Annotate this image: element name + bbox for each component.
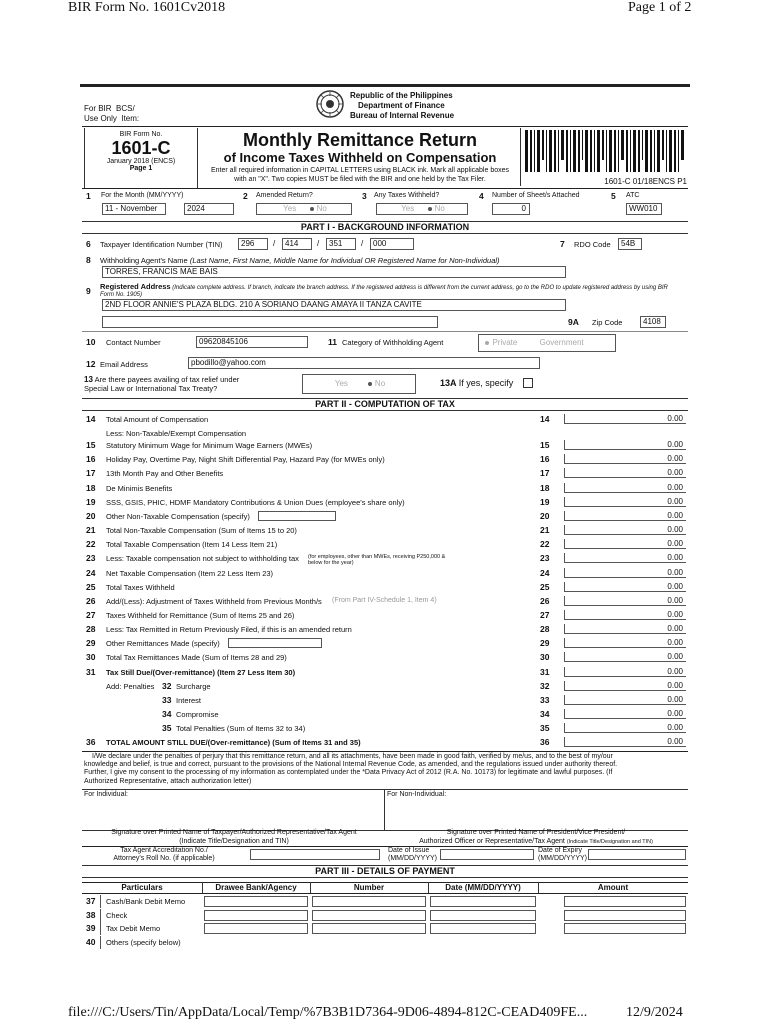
address-field-2[interactable]: [102, 316, 438, 328]
item-note: (From Part IV-Schedule 1, Item 4): [332, 596, 437, 604]
tin-part-4[interactable]: 000: [370, 238, 414, 250]
payment-field[interactable]: [430, 923, 536, 934]
item-label: 13th Month Pay and Other Benefits: [106, 469, 224, 479]
payment-field[interactable]: [204, 923, 308, 934]
item-number-right: 26: [540, 595, 550, 606]
barcode: 1601-C 01/18ENCS P1: [520, 128, 689, 186]
item-label: Net Taxable Compensation (Item 22 Less Item 23): [106, 568, 274, 578]
item-label: Total Taxable Compensation (Item 14 Less Item 21): [106, 540, 278, 550]
amount-field[interactable]: 0.00: [564, 497, 686, 507]
item-label: Less: Taxable compensation not subject to withholding tax: [106, 554, 299, 564]
atc-field[interactable]: WW010: [626, 203, 662, 215]
item-number-right: 18: [540, 482, 550, 493]
item-number-right: 35: [540, 723, 550, 734]
item-number-right: 27: [540, 609, 550, 620]
payment-field[interactable]: [312, 923, 426, 934]
item-number: 17: [86, 468, 96, 479]
other-remittance-specify[interactable]: [228, 638, 322, 648]
zip-field[interactable]: 4108: [640, 316, 666, 328]
accreditation-field[interactable]: [250, 849, 380, 860]
part2-title: PART II - COMPUTATION OF TAX: [82, 398, 688, 411]
item-number-right: 36: [540, 737, 550, 748]
address-field[interactable]: 2ND FLOOR ANNIE'S PLAZA BLDG. 210 A SORIANO DAANG AMAYA II TANZA CAVITE: [102, 299, 566, 311]
item-number-right: 25: [540, 581, 550, 592]
item-number: 32: [162, 680, 172, 691]
item-label: Total Taxes Withheld: [106, 582, 175, 592]
payment-item-number: 39: [86, 923, 96, 933]
month-field[interactable]: 11 - November: [102, 203, 166, 215]
item-label: Total Penalties (Sum of Items 32 to 34): [176, 724, 306, 734]
date-issue-label: Date of Issue (MM/DD/YYYY): [388, 847, 437, 862]
item-number-right: 30: [540, 652, 550, 663]
item-number-right: 14: [540, 414, 550, 424]
item-number-right: 24: [540, 567, 550, 578]
amount-field[interactable]: 0.00: [564, 440, 686, 450]
agency-name: Republic of the Philippines Department of Finance Bureau of Internal Revenue: [350, 91, 455, 120]
payment-field[interactable]: [204, 910, 308, 921]
item-number-right: 21: [540, 525, 550, 536]
item-number: 36: [86, 737, 96, 748]
amount-field[interactable]: 0.00: [564, 681, 686, 691]
amount-field[interactable]: 0.00: [564, 723, 686, 733]
specify-checkbox[interactable]: [523, 378, 533, 388]
payment-label: Tax Debit Memo: [106, 924, 161, 933]
amended-radio-group[interactable]: Yes No: [256, 203, 352, 215]
bir-use-only: For BIR BCS/ Use Only Item:: [84, 104, 140, 123]
bir-seal-icon: [316, 90, 344, 118]
item-number-right: 16: [540, 454, 550, 465]
item-number: 21: [86, 525, 96, 536]
less-label: Less: Non-Taxable/Exempt Compensation: [106, 429, 247, 439]
item3-label: Any Taxes Withheld?: [374, 192, 440, 199]
item-note: (for employees, other than MWEs, receiving P250,000 & below for the year): [308, 554, 446, 567]
item-number-right: 33: [540, 694, 550, 705]
item-number: 19: [86, 496, 96, 507]
payment-field[interactable]: [312, 896, 426, 907]
item-label: Other Non-Taxable Compensation (specify): [106, 511, 250, 521]
address-label: Registered Address (Indicate complete address. If branch, indicate the branch address. If the registered address is different from the current address, go to the RDO to update registered address by using BIR Form No. 1905): [100, 282, 668, 298]
item-number: 16: [86, 454, 96, 465]
payment-field[interactable]: [430, 896, 536, 907]
item-number: 25: [86, 581, 96, 592]
payment-field[interactable]: [564, 910, 686, 921]
amount-field[interactable]: 0.00: [564, 667, 686, 677]
form-subtitle: of Income Taxes Withheld on Compensation: [223, 150, 497, 165]
payment-header: Number: [353, 883, 385, 892]
amount-field[interactable]: 0.00: [564, 539, 686, 549]
item-number: 14: [86, 414, 96, 424]
item-number-right: 34: [540, 709, 550, 719]
part1-title: PART I - BACKGROUND INFORMATION: [82, 221, 688, 234]
category-radio-group[interactable]: Private Government: [478, 334, 616, 352]
payment-label: Others (specify below): [106, 937, 181, 947]
tin-label: Taxpayer Identification Number (TIN): [100, 240, 223, 249]
payment-item-number: 37: [86, 896, 96, 906]
item-label: Taxes Withheld for Remittance (Sum of Items 25 and 26): [106, 610, 295, 620]
item-label: Total Amount of Compensation: [106, 415, 209, 424]
item-label: Add/(Less): Adjustment of Taxes Withheld from Previous Month/s: [106, 596, 322, 606]
form-number: 1601-C: [111, 138, 171, 158]
item-number-right: 19: [540, 496, 550, 507]
item-label: Surcharge: [176, 681, 211, 691]
amount-field[interactable]: 0.00: [564, 610, 686, 620]
item-number-right: 20: [540, 510, 550, 521]
form-number-box: BIR Form No. 1601-C January 2018 (ENCS) Page 1: [84, 128, 198, 188]
date-issue-field[interactable]: [440, 849, 534, 860]
contact-label: Contact Number: [106, 338, 161, 347]
item-number-right: 15: [540, 440, 550, 451]
tin-part-3[interactable]: 351: [326, 238, 356, 250]
item-label: Statutory Minimum Wage for Minimum Wage Earners (MWEs): [106, 441, 313, 451]
item-number-right: 28: [540, 624, 550, 635]
item-label: Interest: [176, 695, 202, 705]
item-number: 18: [86, 482, 96, 493]
other-nontaxable-specify[interactable]: [258, 511, 336, 521]
sheets-field[interactable]: 0: [492, 203, 530, 215]
agent-name-label: Withholding Agent's Name (Last Name, First Name, Middle Name for Individual OR Registered Name for Non-Individual): [100, 256, 500, 265]
item-number: 22: [86, 539, 96, 550]
item-label: TOTAL AMOUNT STILL DUE/(Over-remittance) (Sum of Items 31 and 35): [106, 738, 361, 748]
amount-field[interactable]: 0.00: [564, 624, 686, 634]
item-number-right: 29: [540, 638, 550, 649]
amount-field[interactable]: 0.00: [564, 414, 686, 424]
year-field[interactable]: 2024: [184, 203, 234, 215]
amount-field[interactable]: 0.00: [564, 553, 686, 563]
category-label: Category of Withholding Agent: [342, 338, 444, 347]
amount-field[interactable]: 0.00: [564, 652, 686, 662]
part3-title: PART III - DETAILS OF PAYMENT: [82, 865, 688, 878]
item-number: 35: [162, 723, 172, 734]
taxes-withheld-radio-group[interactable]: Yes No: [376, 203, 468, 215]
amount-field[interactable]: 0.00: [564, 582, 686, 592]
date-expiry-field[interactable]: [588, 849, 686, 860]
accreditation-label: Tax Agent Accreditation No./ Attorney's Roll No. (if applicable): [113, 847, 215, 862]
signature-individual-caption: Signature over Printed Name of Taxpayer/Authorized Representative/Tax Agent (Indicate Title/Designation and TIN): [111, 829, 357, 845]
print-header-left: BIR Form No. 1601Cv2018: [68, 0, 226, 15]
amount-field[interactable]: 0.00: [564, 454, 686, 464]
zip-label: Zip Code: [592, 318, 623, 327]
signature-area: For Individual: For Non-Individual:: [82, 789, 688, 831]
amount-field[interactable]: 0.00: [564, 709, 686, 719]
payment-item-number: 38: [86, 909, 96, 920]
tin-part-2[interactable]: 414: [282, 238, 312, 250]
item-label: De Minimis Benefits: [106, 483, 173, 493]
item-number: 23: [86, 553, 96, 564]
item-label: Other Remittances Made (specify): [106, 639, 220, 649]
item-number: 34: [162, 709, 172, 719]
payment-field[interactable]: [430, 910, 536, 921]
item-number-right: 32: [540, 680, 550, 691]
payment-header: Amount: [597, 883, 629, 892]
amount-field[interactable]: 0.00: [564, 737, 686, 747]
relief-label: 13 Are there payees availing of tax relief under Special Law or International Tax Treaty?: [84, 375, 240, 393]
payment-label: Cash/Bank Debit Memo: [106, 897, 186, 906]
amount-field[interactable]: 0.00: [564, 695, 686, 705]
item-number: 27: [86, 609, 96, 620]
item-label: Less: Tax Remitted in Return Previously Filed, if this is an amended return: [106, 625, 352, 635]
item-label: Total Tax Remittances Made (Sum of Items 28 and 29): [106, 653, 287, 663]
item-number: 20: [86, 510, 96, 521]
item-label: Total Non-Taxable Compensation (Sum of Items 15 to 20): [106, 526, 297, 536]
item-number-right: 17: [540, 468, 550, 479]
item2-label: Amended Return?: [256, 192, 313, 199]
payment-field[interactable]: [564, 923, 686, 934]
item4-label: Number of Sheet/s Attached: [492, 192, 580, 199]
amount-field[interactable]: 0.00: [564, 638, 686, 648]
payment-field[interactable]: [564, 896, 686, 907]
email-field[interactable]: pbodillo@yahoo.com: [188, 357, 540, 369]
contact-field[interactable]: 09620845106: [196, 336, 308, 348]
form-instructions: Enter all required information in CAPITAL LETTERS using BLACK ink. Mark all applicable boxes with an "X". Two copies MUST be filed with the BIR and one held by the Tax Filer.: [210, 167, 510, 183]
payment-field[interactable]: [204, 896, 308, 907]
item-number-right: 22: [540, 539, 550, 550]
date-expiry-label: Date of Expiry (MM/DD/YYYY): [538, 847, 587, 862]
print-footer-right: 12/9/2024: [626, 1005, 683, 1020]
item-number: 26: [86, 595, 96, 606]
item-number: 24: [86, 567, 96, 578]
item-number: 30: [86, 652, 96, 663]
amount-field[interactable]: 0.00: [564, 511, 686, 521]
amount-field[interactable]: 0.00: [564, 525, 686, 535]
rdo-label: RDO Code: [574, 240, 611, 249]
specify-label: 13A If yes, specify: [440, 378, 514, 388]
print-header-right: Page 1 of 2: [628, 0, 692, 15]
item-number: 15: [86, 440, 96, 451]
item-label: Compromise: [176, 710, 219, 719]
declaration-text: I/We declare under the penalties of perjury that this remittance return, and all its attachments, have been made in good faith, verified by me/us, and to the best of my/our knowledge and belief, is true and correct, pursuant to the provisions of the National Internal Revenue Code, as amended, and the regulations issued under authority thereof. Further, I give my consent to the processing of my information as contemplated under the *Data Privacy Act of 2012 (R.A. No. 10173) for legitimate and lawful purposes. (If Authorized Representative, attach authorization letter): [84, 753, 618, 785]
item-number: 28: [86, 624, 96, 635]
form-title: Monthly Remittance Return: [242, 130, 478, 150]
item-label: Tax Still Due/(Over-remittance) (Item 27 Less Item 30): [106, 667, 296, 677]
item1-label: For the Month (MM/YYYY): [101, 192, 184, 199]
amount-field[interactable]: 0.00: [564, 483, 686, 493]
agent-name-field[interactable]: TORRES, FRANCIS MAE BAIS: [102, 266, 566, 278]
item-label: SSS, GSIS, PHIC, HDMF Mandatory Contributions & Union Dues (employee's share only): [106, 497, 405, 507]
item-label: Holiday Pay, Overtime Pay, Night Shift Differential Pay, Hazard Pay (for MWEs only): [106, 455, 385, 465]
payment-header: Particulars: [121, 883, 163, 892]
signature-non-individual-caption: Signature over Printed Name of President/Vice President/ Authorized Officer or Representative/Tax Agent (Indicate Title/Designation and TIN): [419, 829, 653, 845]
tin-part-1[interactable]: 296: [238, 238, 268, 250]
email-label: Email Address: [100, 360, 148, 369]
item-number: 31: [86, 666, 96, 677]
amount-field[interactable]: 0.00: [564, 468, 686, 478]
item5-label: ATC: [626, 192, 640, 199]
payment-header: Drawee Bank/Agency: [215, 883, 297, 892]
add-penalties-label: Add: Penalties: [106, 681, 155, 691]
amount-field[interactable]: 0.00: [564, 596, 686, 606]
payment-header: Date (MM/DD/YYYY): [445, 883, 521, 892]
payment-field[interactable]: [312, 910, 426, 921]
item-number-right: 31: [540, 666, 550, 677]
item-number-right: 23: [540, 553, 550, 564]
item-number: 29: [86, 638, 96, 649]
relief-radio-group[interactable]: Yes No: [302, 374, 416, 394]
rdo-field[interactable]: 54B: [618, 238, 642, 250]
item-number: 33: [162, 694, 172, 705]
amount-field[interactable]: 0.00: [564, 568, 686, 578]
payment-item-number: 40: [86, 936, 96, 947]
print-footer-left: file:///C:/Users/Tin/AppData/Local/Temp/%7B3B1D7364-9D06-4894-812C-CEAD409FE...: [68, 1005, 588, 1020]
payment-label: Check: [106, 910, 128, 920]
